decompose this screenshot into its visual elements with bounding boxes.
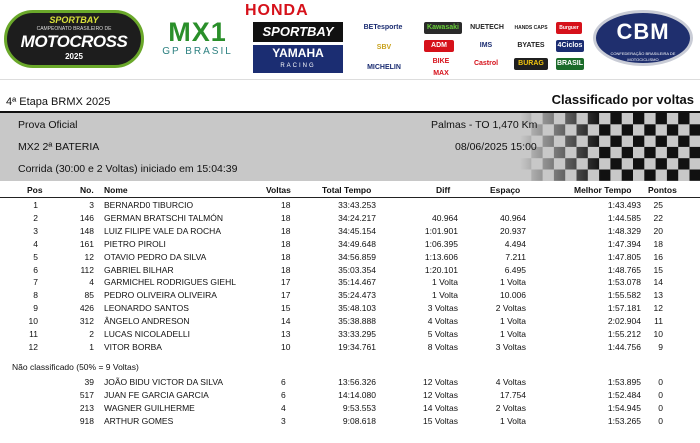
col-points: Pontos [648,185,677,195]
table-row [0,276,700,288]
points-cell: 13 [653,290,663,301]
table-row [0,225,700,237]
laps-cell: 18 [281,200,291,210]
gap-cell: 1 Volta [500,277,526,288]
sponsor-logo: MICHELIN [367,64,401,71]
table-row [0,389,700,401]
points-cell: 14 [653,277,663,288]
gap-cell: 1 Volta [500,415,526,426]
gap-cell: 6.495 [504,264,526,275]
name-cell: VITOR BORBA [104,341,162,352]
name-cell: ÂNGELO ANDRESON [104,316,190,327]
col-pos: Pos [27,185,43,195]
col-gap: Espaço [490,185,521,195]
col-name: Nome [104,185,128,195]
best-time-cell: 1:47.394 [607,238,641,249]
points-cell: 0 [658,415,663,426]
sponsor-logo: HANDS CAPS [514,25,548,31]
pos-cell: 4 [33,238,38,249]
number-cell: 148 [79,225,94,236]
pos-cell: 7 [33,277,38,288]
total-time-cell: 13:56.326 [338,376,376,387]
prova-label: Prova Oficial [18,119,78,131]
gap-cell: 2 Voltas [495,402,526,413]
sportbay-logo: SPORTBAY [253,22,343,42]
motocross-title: MOTOCROSS [20,32,128,51]
sponsor-logo: SBV [376,44,392,51]
laps-cell: 17 [281,290,291,301]
total-time-cell: 35:38.888 [338,316,376,327]
laps-cell: 18 [281,225,291,236]
best-time-cell: 1:53.895 [607,376,641,387]
number-cell: 112 [80,264,94,275]
points-cell: 18 [653,238,663,249]
diff-cell: 3 Voltas [427,303,458,314]
sponsor-logo: NUETECH [470,24,504,31]
name-cell: PIETRO PIROLI [104,238,166,249]
mx1-logo [150,18,245,64]
number-cell: 312 [79,316,94,327]
total-time-cell: 9:53.553 [342,402,376,413]
col-total-time: Total Tempo [322,185,372,195]
gap-cell: 7.211 [505,251,526,262]
table-row [0,238,700,250]
pos-cell: 9 [33,303,38,314]
laps-cell: 3 [281,415,286,426]
total-time-cell: 35:24.473 [338,290,376,301]
table-row [0,376,700,388]
laps-cell: 6 [281,389,286,400]
sponsor-logo: BRASIL [556,58,584,70]
name-cell: WAGNER GUILHERME [104,402,195,413]
number-cell: 517 [79,389,94,400]
pos-cell: 8 [33,290,38,301]
laps-cell: 18 [281,251,291,262]
points-cell: 15 [653,264,663,275]
table-row [0,264,700,276]
name-cell: GERMAN BRATSCHI TALMÓN [104,212,224,223]
cbm-sub: CONFEDERAÇÃO BRASILEIRA DE MOTOCICLISMO [610,51,676,62]
points-cell: 10 [653,329,663,339]
mx1-mark: MX1 [168,17,227,47]
total-time-cell: 34:24.217 [338,212,376,223]
points-cell: 0 [658,402,663,413]
yamaha-logo [253,45,343,73]
name-cell: GABRIEL BILHAR [104,264,174,275]
diff-cell: 1:20.101 [424,264,458,275]
not-classified-label: Não classificado (50% = 9 Voltas) [12,361,139,372]
gap-cell: 20.937 [500,225,526,236]
col-best-time: Melhor Tempo [574,185,632,195]
number-cell: 146 [79,212,94,223]
best-time-cell: 1:44.585 [607,212,641,223]
total-time-cell: 9:08.618 [342,415,376,426]
gap-cell: 3 Voltas [495,341,526,352]
sponsor-logo: Kawasaki [424,22,462,34]
best-time-cell: 1:43.493 [607,200,641,210]
number-cell: 918 [79,415,94,426]
total-time-cell: 33:33.295 [338,329,376,339]
honda-logo: HONDA [245,2,309,19]
cbm-name: CBM [616,19,670,44]
date-label: 08/06/2025 15:00 [455,141,537,153]
name-cell: LEONARDO SANTOS [104,303,189,314]
points-cell: 0 [658,376,663,387]
sponsor-banner [0,0,700,80]
points-cell: 25 [653,200,663,210]
table-row [0,199,700,211]
name-cell: ARTHUR GOMES [104,415,174,426]
col-laps: Voltas [266,185,291,195]
pos-cell: 5 [33,251,38,262]
col-number: No. [80,185,94,195]
motocross-year: 2025 [65,52,83,61]
sponsor-logo: Castrol [473,60,499,67]
best-time-cell: 1:52.484 [607,389,641,400]
pos-cell: 6 [33,264,38,275]
points-cell: 20 [653,225,663,236]
bateria-label: MX2 2ª BATERIA [18,141,100,153]
yamaha-name: YAMAHA [272,46,324,60]
pos-cell: 11 [29,329,38,339]
diff-cell: 1 Volta [432,277,458,288]
gap-cell: 2 Voltas [495,303,526,314]
motocross-brand: SPORTBAY [49,15,99,25]
points-cell: 0 [658,389,663,400]
best-time-cell: 1:44.756 [607,341,641,352]
best-time-cell: 1:55.212 [607,329,641,339]
table-row [0,341,700,353]
number-cell: 12 [84,251,94,262]
table-row [0,315,700,327]
number-cell: 39 [84,376,94,387]
number-cell: 3 [89,200,94,210]
sponsor-logo: BETesporte [363,24,403,31]
pos-cell: 3 [33,225,38,236]
name-cell: JUAN FE GARCIA GARCIA [104,389,209,400]
number-cell: 1 [89,341,94,352]
checkered-flag-graphic [520,113,700,181]
best-time-cell: 2:02.904 [607,316,641,327]
name-cell: PEDRO OLIVEIRA OLIVEIRA [104,290,217,301]
best-time-cell: 1:48.329 [607,225,641,236]
gap-cell: 10.006 [500,290,526,301]
diff-cell: 1:01.901 [424,225,458,236]
pos-cell: 2 [33,212,38,223]
pos-cell: 1 [33,200,38,210]
laps-cell: 18 [281,212,291,223]
sponsor-logo: BYATES [517,42,545,49]
laps-cell: 6 [281,376,286,387]
motocross-sub: CAMPEONATO BRASILEIRO DE [36,26,112,32]
table-row [0,402,700,414]
best-time-cell: 1:48.765 [607,264,641,275]
total-time-cell: 14:14.080 [338,389,376,400]
best-time-cell: 1:53.265 [607,415,641,426]
table-row [0,302,700,314]
total-time-cell: 34:49.648 [338,238,376,249]
gap-cell: 1 Volta [500,329,526,339]
event-stage: 4ª Etapa BRMX 2025 [6,96,111,108]
diff-cell: 8 Voltas [427,341,458,352]
page-title: Classificado por voltas [551,92,694,107]
laps-cell: 18 [281,238,291,249]
gap-cell: 4 Voltas [495,376,526,387]
points-cell: 11 [654,316,663,327]
diff-cell: 5 Voltas [427,329,458,339]
diff-cell: 15 Voltas [423,415,458,426]
diff-cell: 1 Volta [432,290,458,301]
name-cell: LUCAS NICOLADELLI [104,329,190,339]
laps-cell: 17 [281,277,291,288]
diff-cell: 12 Voltas [423,376,458,387]
total-time-cell: 34:56.859 [338,251,376,262]
diff-cell: 12 Voltas [423,389,458,400]
gap-cell: 17.754 [500,389,526,400]
number-cell: 4 [89,277,94,288]
table-row [0,251,700,263]
pos-cell: 12 [28,341,38,352]
venue-label: Palmas - TO 1,470 Km [431,119,538,131]
sponsor-logo: BURAG [514,58,548,70]
sponsor-logo: IMS [479,42,493,49]
table-row [0,415,700,427]
points-cell: 9 [658,341,663,352]
points-cell: 16 [653,251,663,262]
total-time-cell: 34:45.154 [338,225,376,236]
laps-cell: 18 [281,264,291,275]
best-time-cell: 1:57.181 [607,303,641,314]
pos-cell: 10 [28,316,38,327]
sponsor-logo: Burguer [556,22,582,34]
laps-cell: 10 [281,341,291,352]
table-row [0,328,700,340]
name-cell: OTAVIO PEDRO DA SILVA [104,251,207,262]
cbm-logo [593,10,693,66]
table-header [0,184,700,198]
laps-cell: 14 [281,316,291,327]
diff-cell: 1:13.606 [424,251,458,262]
number-cell: 85 [84,290,94,301]
number-cell: 161 [79,238,94,249]
number-cell: 2 [89,329,94,339]
sponsor-logo: ADM [424,40,454,52]
laps-cell: 13 [281,329,291,339]
gap-cell: 1 Volta [500,316,526,327]
diff-cell: 40.964 [432,212,458,223]
best-time-cell: 1:53.078 [607,277,641,288]
name-cell: BERNARD0 TIBURCIO [104,200,194,210]
table-row [0,289,700,301]
total-time-cell: 35:48.103 [338,303,376,314]
diff-cell: 14 Voltas [423,402,458,413]
laps-cell: 4 [281,402,286,413]
name-cell: LUIZ FILIPE VALE DA ROCHA [104,225,221,236]
corrida-label: Corrida (30:00 e 2 Voltas) iniciado em 15:04:39 [18,163,238,175]
gap-cell: 4.494 [504,238,526,249]
sponsor-logo: 4Ciclos [556,40,584,52]
number-cell: 426 [79,303,94,314]
number-cell: 213 [79,402,94,413]
best-time-cell: 1:54.945 [607,402,641,413]
table-row [0,212,700,224]
total-time-cell: 19:34.761 [338,341,376,352]
total-time-cell: 35:03.354 [338,264,376,275]
points-cell: 12 [653,303,663,314]
total-time-cell: 35:14.467 [338,277,376,288]
sponsor-logo: BIKE MAX [432,58,450,77]
motocross-logo [4,10,144,68]
name-cell: JOÃO BIDU VICTOR DA SILVA [104,376,224,387]
laps-cell: 15 [281,303,291,314]
points-cell: 22 [653,212,663,223]
col-diff: Diff [436,185,451,195]
yamaha-tag: RACING [280,63,316,69]
gap-cell: 40.964 [500,212,526,223]
diff-cell: 4 Voltas [427,316,458,327]
best-time-cell: 1:47.805 [607,251,641,262]
diff-cell: 1:06.395 [424,238,458,249]
name-cell: GARMICHEL RODRIGUES GIEHL [104,277,236,288]
total-time-cell: 33:43.253 [338,200,376,210]
best-time-cell: 1:55.582 [607,290,641,301]
mx1-subtitle: GP BRASIL [162,46,233,57]
